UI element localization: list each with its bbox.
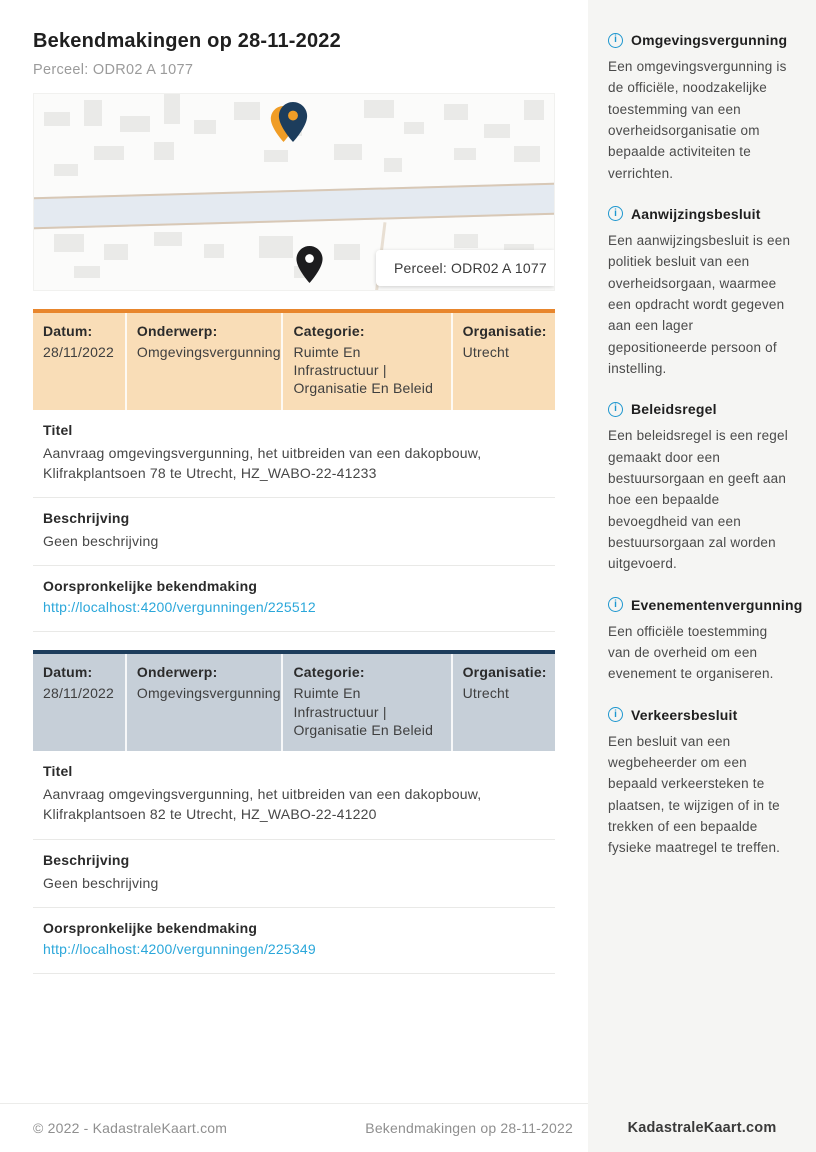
definition-text: Een aanwijzingsbesluit is een politiek besluit van een overheidsorgaan, waarmee een opdracht wordt gegeven aan een lager gepositioneerde persoon of instelling. (608, 232, 791, 376)
map-building (334, 144, 362, 160)
map-perceel-label (376, 250, 554, 286)
map-building (524, 100, 544, 120)
map-perceel-text: Perceel: ODR02 A 1077 (394, 260, 547, 276)
field-label: Categorie: (293, 323, 365, 339)
field-label: Datum: (43, 664, 93, 681)
section-heading: Oorspronkelijke bekendmaking (43, 919, 258, 936)
sidebar-definition-item (608, 206, 792, 379)
map-building (194, 120, 216, 134)
card-section (33, 908, 555, 974)
definition-text: Een besluit van een wegbeheerder om een bepaald verkeersteken te plaatsen, te wijzigen of in te trekken of een bepaalde fysieke maatregel te treffen. (608, 733, 781, 856)
page-title: Bekendmakingen op 28-11-2022 (33, 30, 341, 52)
bekendmaking-link[interactable]: http://localhost:4200/vergunningen/225512 (43, 599, 316, 616)
map-building (54, 234, 84, 252)
field-label: Organisatie: (462, 664, 547, 681)
definition-text: Een beleidsregel is een regel gemaakt door een bestuursorgaan en geeft aan hoe een bepaalde bevoegdheid van een bestuursorgaan zal worden uitgevoerd. (608, 428, 788, 572)
bekendmaking-card (33, 309, 555, 632)
field-value: Utrecht (462, 685, 510, 702)
info-icon: i (608, 597, 623, 612)
sidebar (588, 0, 816, 1152)
section-text: Geen beschrijving (43, 874, 159, 891)
map-building (384, 158, 402, 172)
map-building (74, 266, 100, 278)
map-building (444, 104, 468, 120)
field-value: 28/11/2022 (43, 344, 115, 360)
card-field (125, 654, 282, 751)
card-body (33, 751, 555, 974)
navy-pin-icon (278, 102, 308, 142)
footer-copyright: © 2022 - KadastraleKaart.com (33, 1120, 228, 1136)
map-building (94, 146, 124, 160)
map-building (154, 232, 182, 246)
map-building (364, 100, 394, 118)
map-canal (33, 183, 555, 230)
section-text: Geen beschrijving (43, 533, 159, 550)
field-label: Organisatie: (462, 323, 547, 339)
section-heading: Titel (43, 763, 73, 780)
card-section (33, 840, 555, 908)
field-label: Datum: (43, 323, 93, 339)
definition-text: Een omgevingsvergunning is de officiële, noodzakelijke toestemming van een overheidsorganisatie om bepaalde activiteiten te verrichten. (608, 59, 787, 181)
field-label: Categorie: (293, 664, 365, 681)
section-text: Aanvraag omgevingsvergunning, het uitbreiden van een dakopbouw, Klifrakplantsoen 82 te Utrecht, HZ_WABO-22-41220 (43, 786, 482, 823)
map-marker-parcel-pair[interactable] (270, 102, 316, 144)
definition-header (608, 32, 792, 48)
field-label: Onderwerp: (136, 323, 218, 339)
map-building (264, 150, 288, 162)
field-value: Ruimte En Infrastructuur | Organisatie En Beleid (293, 344, 434, 397)
bekendmaking-link[interactable]: http://localhost:4200/vergunningen/225349 (43, 940, 316, 957)
card-section (33, 410, 555, 499)
card-section (33, 498, 555, 566)
map-building (484, 124, 510, 138)
map-building (164, 94, 180, 124)
section-heading: Oorspronkelijke bekendmaking (43, 578, 258, 595)
card-body (33, 410, 555, 633)
definition-header (608, 401, 792, 417)
sidebar-definition-item (608, 707, 792, 859)
definition-header (608, 206, 792, 222)
sidebar-definition-item (608, 32, 792, 184)
field-value: Omgevingsvergunning (136, 685, 281, 702)
sidebar-definition-item (608, 596, 803, 685)
definition-title: Omgevingsvergunning (631, 32, 788, 48)
info-icon: i (608, 707, 623, 722)
sidebar-definition-item (608, 401, 792, 574)
card-section (33, 566, 555, 632)
definition-title: Evenementenvergunning (631, 596, 803, 613)
card-header-row (33, 313, 555, 410)
definition-title: Beleidsregel (631, 401, 717, 418)
map-building (334, 244, 360, 260)
map-building (84, 100, 102, 126)
section-heading: Beschrijving (43, 510, 130, 527)
card-field (281, 654, 450, 751)
map-building (454, 234, 478, 248)
card-field (125, 313, 282, 410)
map-building (234, 102, 260, 120)
map-building (120, 116, 150, 132)
map-building (44, 112, 70, 126)
footer (0, 1103, 588, 1152)
black-pin-icon (296, 246, 323, 283)
map-building (514, 146, 540, 162)
definition-header (608, 596, 803, 613)
map-building (154, 142, 174, 160)
map-building (259, 236, 293, 258)
card-field (451, 654, 555, 751)
field-value: Utrecht (462, 344, 510, 360)
map-marker-black[interactable] (296, 246, 323, 283)
map-building (454, 148, 476, 160)
map-building (404, 122, 424, 134)
info-icon: i (608, 206, 623, 221)
definition-header (608, 707, 792, 723)
cards (33, 309, 555, 974)
definition-text: Een officiële toestemming van de overheid om een evenement te organiseren. (608, 623, 774, 682)
definition-title: Verkeersbesluit (631, 706, 738, 723)
card-header-row (33, 654, 555, 751)
card-section (33, 751, 555, 840)
section-heading: Beschrijving (43, 851, 130, 868)
map-building (204, 244, 224, 258)
map-building (104, 244, 128, 260)
map-building (54, 164, 78, 176)
section-text: Aanvraag omgevingsvergunning, het uitbreiden van een dakopbouw, Klifrakplantsoen 78 te Utrecht, HZ_WABO-22-41233 (43, 444, 482, 481)
field-label: Onderwerp: (136, 664, 218, 681)
map[interactable] (33, 93, 555, 291)
bekendmaking-card (33, 650, 555, 973)
sidebar-definitions (588, 0, 816, 1103)
info-icon: i (608, 402, 623, 417)
field-value: Ruimte En Infrastructuur | Organisatie En Beleid (293, 685, 434, 738)
page-subtitle: Perceel: ODR02 A 1077 (33, 62, 194, 78)
sidebar-brand: KadastraleKaart.com (627, 1119, 777, 1136)
section-heading: Titel (43, 421, 73, 438)
card-field (33, 313, 125, 410)
info-icon: i (608, 33, 623, 48)
card-field (451, 313, 555, 410)
field-value: Omgevingsvergunning (136, 344, 281, 360)
footer-page-ref: Bekendmakingen op 28-11-2022 (365, 1120, 573, 1136)
card-field (33, 654, 125, 751)
card-field (281, 313, 450, 410)
definition-title: Aanwijzingsbesluit (631, 205, 761, 222)
field-value: 28/11/2022 (43, 685, 115, 702)
